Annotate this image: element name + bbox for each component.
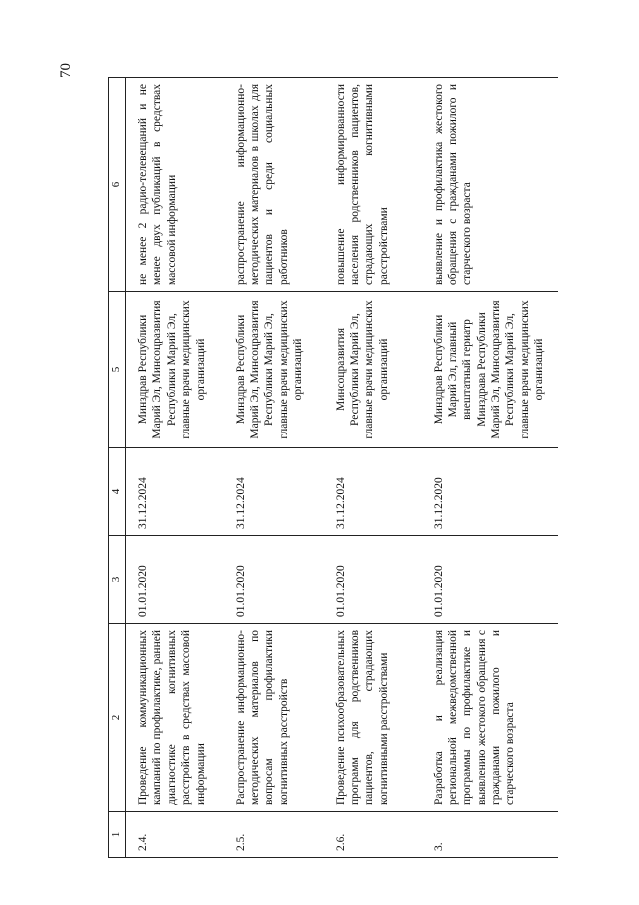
result-cell: не менее 2 радио-телевещаний и не менее двух публикаций в средствах массовой информации (126, 78, 224, 292)
responsible-cell: Минздрав Республики Марий Эл, Минсоцразвития Республики Марий Эл, главные врачи медицинских организаций (126, 292, 224, 448)
rotated-table-container (108, 78, 556, 858)
result-cell: распространение информационно-методических материалов в школах для пациентов и среди социальных работников (224, 78, 324, 292)
activities-table (108, 77, 558, 858)
header-row (109, 78, 126, 858)
responsible-cell: Минздрав Республики Марий Эл, главный внештатный гериатр Минздрава Республики Марий Эл, Минсоцразвития Республики Марий Эл, главные врачи медицинских организаций (422, 292, 558, 448)
end-date-cell: 31.12.2020 (422, 448, 558, 536)
result-cell: повышение информированности населения родственников пациентов, страдающих когнитивными расстройствами (324, 78, 422, 292)
row-number: 2.5. (224, 812, 324, 858)
table-row (126, 78, 224, 858)
table-row (422, 78, 558, 858)
header-cell-1: 1 (109, 812, 126, 858)
header-cell-4: 4 (109, 448, 126, 536)
header-cell-3: 3 (109, 536, 126, 624)
activity-cell: Распространение информационно-методических материалов по вопросам профилактики когнитивных расстройств (224, 624, 324, 812)
responsible-cell: Минсоцразвития Республики Марий Эл, главные врачи медицинских организаций (324, 292, 422, 448)
table-row (224, 78, 324, 858)
row-number: 2.4. (126, 812, 224, 858)
responsible-cell: Минздрав Республики Марий Эл, Минсоцразвития Республики Марий Эл, главные врачи медицинских организаций (224, 292, 324, 448)
start-date-cell: 01.01.2020 (224, 536, 324, 624)
header-cell-6: 6 (109, 78, 126, 292)
row-number: 2.6. (324, 812, 422, 858)
activity-cell: Разработка и реализация региональной межведомственной программы по профилактике и выявлению жестокого обращения с гражданами пожилого и старческого возраста (422, 624, 558, 812)
header-cell-2: 2 (109, 624, 126, 812)
activity-cell: Проведение психообразовательных программ для родственников пациентов, страдающих когнитивными расстройствами (324, 624, 422, 812)
end-date-cell: 31.12.2024 (324, 448, 422, 536)
row-number: 3. (422, 812, 558, 858)
header-cell-5: 5 (109, 292, 126, 448)
table-row (324, 78, 422, 858)
start-date-cell: 01.01.2020 (324, 536, 422, 624)
result-cell: выявление и профилактика жестокого обращения с гражданами пожилого и старческого возраста (422, 78, 558, 292)
activity-cell: Проведение коммуникационных кампаний по профилактике, ранней диагностике когнитивных расстройств в средствах массовой информации (126, 624, 224, 812)
end-date-cell: 31.12.2024 (224, 448, 324, 536)
page-number: 70 (58, 63, 74, 78)
end-date-cell: 31.12.2024 (126, 448, 224, 536)
start-date-cell: 01.01.2020 (422, 536, 558, 624)
start-date-cell: 01.01.2020 (126, 536, 224, 624)
